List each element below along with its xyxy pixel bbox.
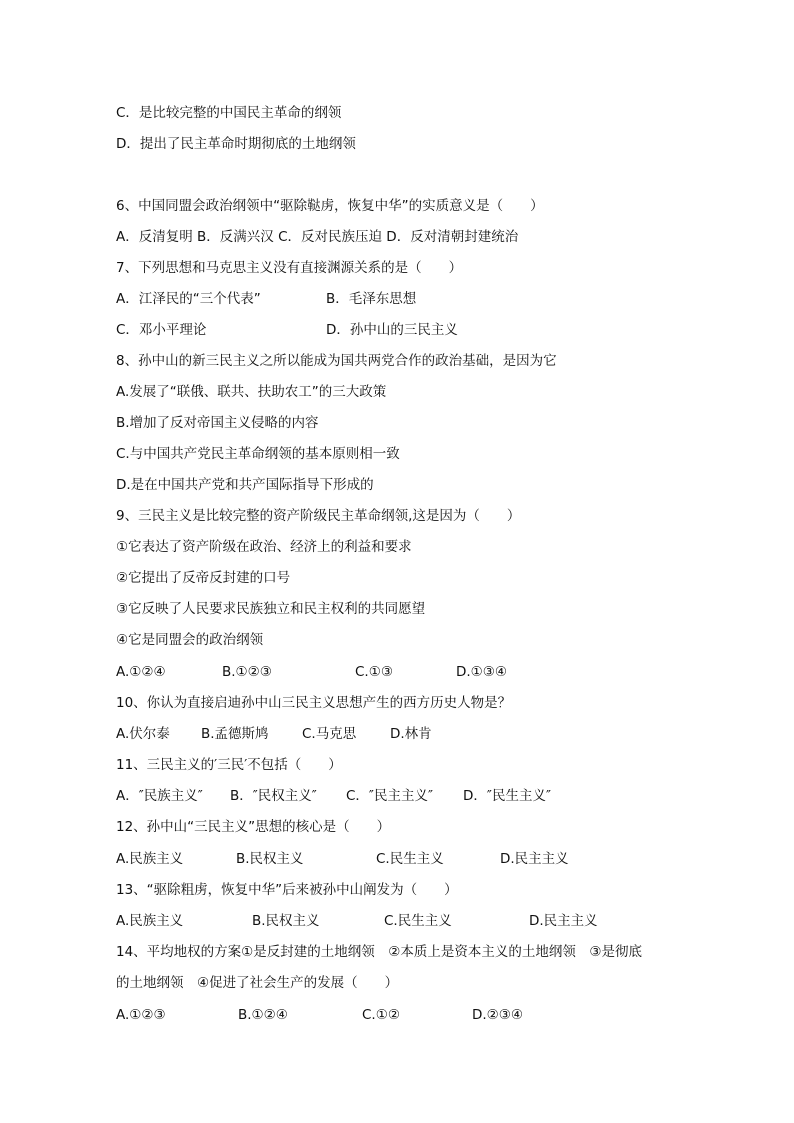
- q9-item-2: ②它提出了反帝反封建的口号: [116, 570, 291, 586]
- q11-option-c: C．″民主主义″: [346, 788, 434, 804]
- q10-option-d: D.林肯: [390, 726, 432, 742]
- q7-option-d: D．孙中山的三民主义: [326, 322, 458, 338]
- q8-option-b: B.增加了反对帝国主义侵略的内容: [116, 415, 319, 431]
- q9-option-b: B.①②③: [222, 664, 272, 680]
- q8-option-d: D.是在中国共产党和共产国际指导下形成的: [116, 477, 374, 493]
- q5-option-c: C．是比较完整的中国民主革命的纲领: [116, 105, 342, 121]
- q9-option-d: D.①③④: [456, 664, 507, 680]
- q8-option-c: C.与中国共产党民主革命纲领的基本原则相一致: [116, 446, 400, 462]
- q8-option-a: A.发展了“联俄、联共、扶助农工”的三大政策: [116, 384, 387, 400]
- q14-option-d: D.②③④: [472, 1007, 523, 1023]
- q9-item-1: ①它表达了资产阶级在政治、经济上的利益和要求: [116, 539, 412, 555]
- q12-stem: 12、孙中山“三民主义”思想的核心是（ ）: [116, 819, 391, 835]
- q10-option-b: B.孟德斯鸠: [201, 726, 269, 742]
- q14-option-b: B.①②④: [238, 1007, 288, 1023]
- q12-option-a: A.民族主义: [116, 851, 184, 867]
- q9-stem: 9、三民主义是比较完整的资产阶级民主革命纲领,这是因为（ ）: [116, 508, 521, 524]
- q12-option-d: D.民主主义: [500, 851, 569, 867]
- q7-option-b: B．毛泽东思想: [326, 291, 417, 307]
- q14-option-c: C.①②: [362, 1007, 400, 1023]
- q7-option-a: A．江泽民的“三个代表”: [116, 291, 261, 307]
- q9-item-4: ④它是同盟会的政治纲领: [116, 632, 264, 648]
- q9-option-c: C.①③: [355, 664, 393, 680]
- q11-option-d: D．″民生主义″: [463, 788, 551, 804]
- q9-item-3: ③它反映了人民要求民族独立和民主权利的共同愿望: [116, 601, 426, 617]
- q13-option-b: B.民权主义: [252, 913, 320, 929]
- q13-stem: 13、“驱除粗虏，恢复中华”后来被孙中山阐发为（ ）: [116, 882, 458, 898]
- q11-stem: 11、三民主义的′三民′不包括（ ）: [116, 757, 342, 773]
- q8-stem: 8、孙中山的新三民主义之所以能成为国共两党合作的政治基础，是因为它: [116, 353, 557, 369]
- q6-options: A．反清复明 B．反满兴汉 C．反对民族压迫 D．反对清朝封建统治: [116, 229, 519, 245]
- q13-option-d: D.民主主义: [529, 913, 598, 929]
- q9-option-a: A.①②④: [116, 664, 166, 680]
- q10-stem: 10、你认为直接启迪孙中山三民主义思想产生的西方历史人物是？: [116, 695, 512, 711]
- q7-option-c: C．邓小平理论: [116, 322, 207, 338]
- q10-option-c: C.马克思: [302, 726, 357, 742]
- q13-option-c: C.民生主义: [384, 913, 452, 929]
- q14-stem-line2: 的土地纲领 ④促进了社会生产的发展（ ）: [116, 975, 399, 991]
- q13-option-a: A.民族主义: [116, 913, 184, 929]
- q11-option-a: A．″民族主义″: [116, 788, 203, 804]
- q14-stem-line1: 14、平均地权的方案①是反封建的土地纲领 ②本质上是资本主义的土地纲领 ③是彻底: [116, 944, 642, 960]
- q12-option-b: B.民权主义: [236, 851, 304, 867]
- q10-option-a: A.伏尔泰: [116, 726, 170, 742]
- q14-option-a: A.①②③: [116, 1007, 166, 1023]
- q12-option-c: C.民生主义: [376, 851, 444, 867]
- q5-option-d: D．提出了民主革命时期彻底的土地纲领: [116, 136, 356, 152]
- q7-stem: 7、下列思想和马克思主义没有直接渊源关系的是（ ）: [116, 260, 463, 276]
- q11-option-b: B．″民权主义″: [230, 788, 317, 804]
- q6-stem: 6、中国同盟会政治纲领中“驱除鞑虏，恢复中华”的实质意义是（ ）: [116, 198, 544, 214]
